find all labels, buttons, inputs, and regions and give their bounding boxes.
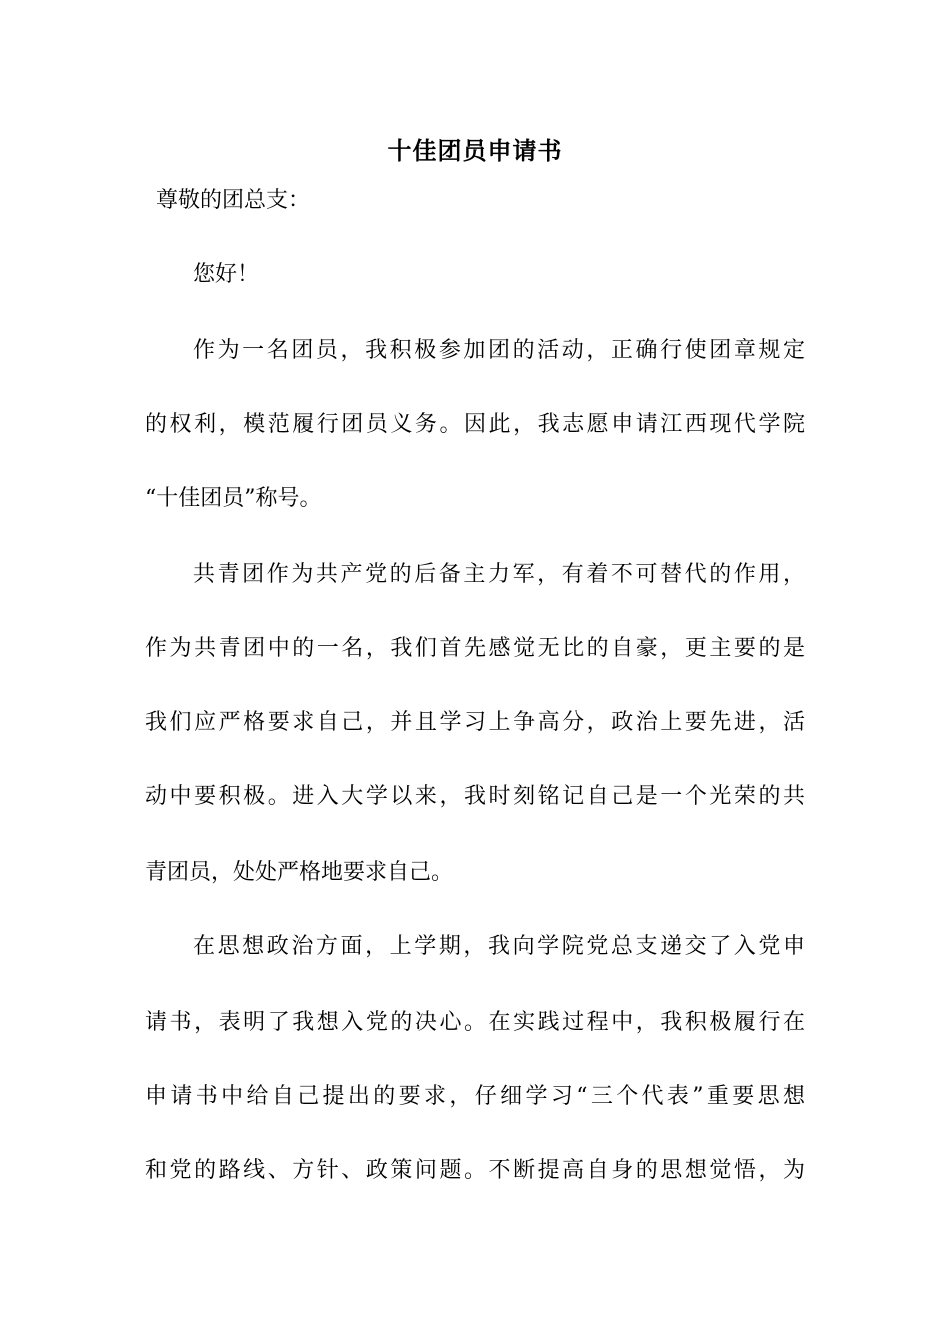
paragraph-line: “十佳团员”称号。 <box>145 486 322 511</box>
paragraph-line: 青团员，处处严格地要求自己。 <box>145 860 454 885</box>
paragraph-line: 作为共青团中的一名，我们首先感觉无比的自豪，更主要的是 <box>145 636 805 661</box>
paragraph-line: 的权利，模范履行团员义务。因此，我志愿申请江西现代学院 <box>145 412 805 437</box>
paragraph-line: 在思想政治方面，上学期，我向学院党总支递交了入党申 <box>193 934 805 959</box>
greeting-line: 您好！ <box>193 262 260 287</box>
paragraph-line: 我们应严格要求自己，并且学习上争高分，政治上要先进，活 <box>145 710 805 735</box>
salutation: 尊敬的团总支： <box>156 188 311 213</box>
paragraph-line: 作为一名团员，我积极参加团的活动，正确行使团章规定 <box>193 338 805 363</box>
paragraph-line: 请书，表明了我想入党的决心。在实践过程中，我积极履行在 <box>145 1010 805 1035</box>
paragraph-line: 申请书中给自己提出的要求，仔细学习“三个代表”重要思想 <box>145 1084 805 1109</box>
document-title: 十佳团员申请书 <box>387 136 563 165</box>
paragraph-line: 和党的路线、方针、政策问题。不断提高自身的思想觉悟，为 <box>145 1158 805 1183</box>
paragraph-line: 动中要积极。进入大学以来，我时刻铭记自己是一个光荣的共 <box>145 784 805 809</box>
paragraph-line: 共青团作为共产党的后备主力军，有着不可替代的作用， <box>193 562 805 587</box>
